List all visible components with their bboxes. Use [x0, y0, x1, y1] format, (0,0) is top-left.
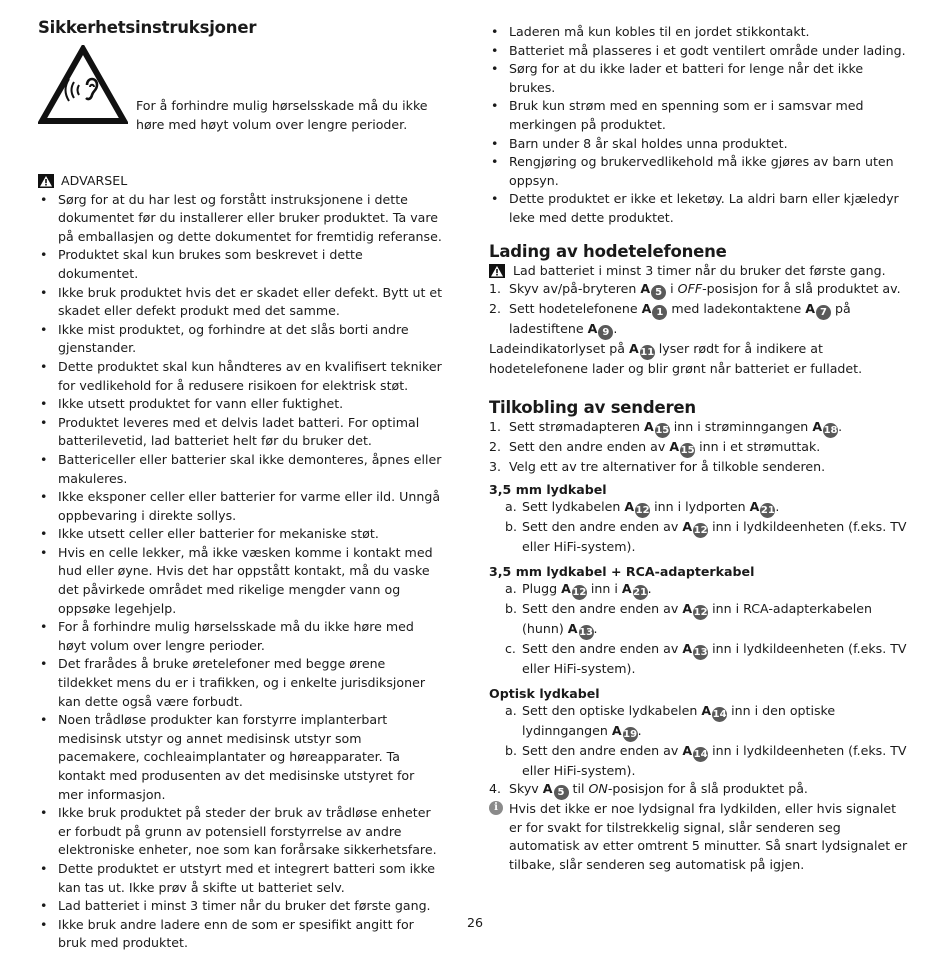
list-item: • Sørg for at du ikke lader et batteri for lenge når det ikke brukes.: [489, 60, 909, 97]
ref-letter: A: [682, 519, 693, 535]
list-item: • Det frarådes å bruke øretelefoner med begge ørene tildekket mens du er i trafikken, og i enkelte jurisdiksjoner kan dette også være forbudt.: [38, 655, 443, 711]
list-item: [489, 458, 909, 477]
step-text: inn i RCA-adapterkabelen (hunn): [522, 600, 872, 636]
hearing-warning-triangle-icon: [38, 45, 128, 125]
warning-triangle-icon: [38, 174, 54, 188]
charging-warning: [489, 262, 909, 281]
callout-number: 21: [760, 505, 775, 517]
ref-letter: A: [805, 301, 816, 317]
step-number: 2.: [489, 438, 502, 454]
charging-steps: [489, 280, 909, 340]
callout-number: 15: [655, 424, 670, 436]
step-text: inn i den optiske lydinngangen: [522, 702, 836, 738]
callout-number: 15: [680, 444, 695, 456]
step-text: Sett lydkabelen: [522, 499, 621, 515]
step-text: Velg ett av tre alternativer for å tilkoble senderen.: [509, 458, 826, 474]
list-item: • Barn under 8 år skal holdes unna produktet.: [489, 135, 909, 154]
ref-letter: A: [567, 620, 578, 636]
ref-letter: A: [621, 580, 632, 596]
option-steps: [489, 580, 909, 679]
callout-number: 12: [693, 606, 708, 618]
step-text: Sett den andre enden av: [522, 600, 679, 616]
list-item: a. Sett den optiske lydkabelen A 14 inn i den optiske lydinngangen A 19.: [505, 702, 836, 740]
step-letter: a.: [505, 499, 517, 515]
list-item: • Sørg for at du har lest og forstått instruksjonene i dette dokumentet før du installerer eller bruker produktet. Ta vare på emballasjen og dette dokumentet for fremtidig referanse.: [38, 191, 443, 247]
list-item: • Ikke bruk produktet på steder der bruk av trådløse enheter er forbudt på grunn av potensiell forstyrrelse av andre elektroniske enheter, noe som kan forårsake sikkerhetsfare.: [38, 804, 443, 860]
list-item: • Battericeller eller batterier skal ikke demonteres, åpnes eller makuleres.: [38, 451, 443, 488]
list-item: • Dette produktet skal kun håndteres av en kvalifisert tekniker for vedlikehold for å redusere risikoen for elektrisk støt.: [38, 358, 443, 395]
list-item: a. Plugg A 12 inn i A 21.: [505, 580, 652, 598]
option-heading: Optisk lydkabel: [489, 685, 600, 701]
charging-warning-text: Lad batteriet i minst 3 timer når du bruker det første gang.: [513, 262, 886, 278]
step-number: 4.: [489, 781, 502, 797]
step-letter: c.: [505, 640, 516, 656]
step-text: inn i lydkildeenheten (f.eks. TV eller HiFi-system).: [522, 742, 907, 778]
warning-label: ADVARSEL: [61, 173, 128, 188]
step-text: inn i lydkildeenheten (f.eks. TV eller HiFi-system).: [522, 640, 907, 676]
option-steps: [489, 702, 909, 781]
option-heading: 3,5 mm lydkabel + RCA-adapterkabel: [489, 563, 755, 579]
step-text: Sett strømadapteren: [509, 418, 641, 434]
step-letter: a.: [505, 580, 517, 596]
callout-number: 1: [652, 305, 667, 320]
ref-letter: A: [587, 321, 598, 337]
list-item: [489, 640, 909, 679]
step-number: 2.: [489, 301, 502, 317]
callout-number: 18: [823, 424, 838, 436]
step-text: Skyv av/på-bryteren: [509, 281, 637, 297]
step-text: -posisjon for å slå produktet av.: [702, 281, 901, 297]
step-text: Sett den andre enden av: [509, 438, 666, 454]
charger-safety-list: [489, 23, 909, 228]
step-letter: b.: [505, 742, 517, 758]
callout-number: 12: [572, 586, 587, 598]
info-note: [489, 800, 909, 874]
ref-letter: A: [749, 499, 760, 515]
step-text: Plugg: [522, 580, 558, 596]
callout-number: 12: [635, 505, 650, 517]
step-letter: b.: [505, 519, 517, 535]
step-number: 1.: [489, 418, 502, 434]
connect-steps: [489, 418, 909, 477]
list-item: • Produktet leveres med et delvis ladet batteri. For optimal batterilevetid, lad batteriet helt før du bruker det.: [38, 414, 443, 451]
step-number: 1.: [489, 281, 502, 297]
step-text: inn i: [590, 580, 618, 596]
ref-letter: A: [629, 341, 639, 357]
ref-letter: A: [624, 499, 635, 515]
ref-letter: A: [640, 281, 651, 297]
step-text: til: [572, 781, 585, 797]
list-item: • Bruk kun strøm med en spenning som er i samsvar med merkingen på produktet.: [489, 97, 909, 134]
step-text: inn i lydkildeenheten (f.eks. TV eller HiFi-system).: [522, 519, 907, 555]
callout-number: 7: [816, 305, 831, 320]
callout-number: 13: [693, 646, 708, 658]
list-item: • Batteriet må plasseres i et godt ventilert område under lading.: [489, 42, 909, 61]
step-text: -posisjon for å slå produktet på.: [607, 781, 808, 797]
callout-number: 21: [633, 586, 648, 598]
warning-list: [38, 191, 443, 953]
list-item: • Rengjøring og brukervedlikehold må ikke gjøres av barn uten oppsyn.: [489, 153, 909, 190]
hearing-warning-text: For å forhindre mulig hørselsskade må du ikke høre med høyt volum over lengre perioder.: [136, 98, 428, 132]
list-item: • For å forhindre mulig hørselsskade må du ikke høre med høyt volum over lengre perioder.: [38, 618, 443, 655]
step-text: på ladestiftene: [509, 301, 851, 337]
list-item: • Dette produktet er ikke et leketøy. La aldri barn eller kjæledyr leke med dette produktet.: [489, 190, 909, 227]
info-note-text: Hvis det ikke er noe lydsignal fra lydkilden, eller hvis signalet er for svakt for tilstrekkelig signal, slår senderen seg automatisk av etter omtrent 5 minutter. Så snart lydsignalet er tilbake, slår senderen seg automatisk på igjen.: [509, 801, 908, 872]
connect-title: Tilkobling av senderen: [489, 397, 696, 417]
hearing-warning-block: [38, 45, 443, 149]
list-item: [489, 742, 909, 781]
step-letter: a.: [505, 702, 517, 718]
list-item: [489, 780, 909, 800]
callout-number: 5: [651, 285, 666, 300]
indicator-text: lyser rødt for å indikere at hodetelefonene lader og blir grønt når batteriet er fulladet.: [489, 341, 863, 377]
step-text: med ladekontaktene: [671, 301, 802, 317]
list-item: • Lad batteriet i minst 3 timer når du bruker det første gang.: [38, 897, 443, 916]
list-item: • Laderen må kun kobles til en jordet stikkontakt.: [489, 23, 909, 42]
step-text: Sett den andre enden av: [522, 519, 679, 535]
step-text: inn i et strømuttak.: [699, 438, 821, 454]
ref-letter: A: [682, 742, 693, 758]
charging-title: Lading av hodetelefonene: [489, 241, 727, 261]
step-text: Sett den andre enden av: [522, 742, 679, 758]
list-item: • Produktet skal kun brukes som beskrevet i dette dokumentet.: [38, 246, 443, 283]
ref-letter: A: [644, 418, 654, 434]
safety-title: Sikkerhetsinstruksjoner: [38, 18, 257, 37]
step-text: Sett hodetelefonene: [509, 301, 638, 317]
step-text: Sett den optiske lydkabelen: [522, 702, 698, 718]
callout-number: 14: [712, 708, 727, 720]
ref-letter: A: [611, 722, 622, 738]
ref-letter: A: [542, 781, 553, 797]
connect-steps-final: [489, 780, 909, 800]
callout-number: 12: [693, 525, 708, 537]
list-item: 1. Sett strømadapteren A 15 inn i strøminngangen A 18.: [489, 418, 843, 436]
step-text: inn i strøminngangen: [673, 418, 809, 434]
list-item: [489, 280, 909, 300]
list-item: • Hvis en celle lekker, må ikke væsken komme i kontakt med hud eller øyne. Hvis det har oppstått kontakt, må du vaske det påvirkede området med rikelige mengder vann og oppsøke legehjelp.: [38, 544, 443, 618]
list-item: b. Sett den andre enden av A 12 inn i RCA-adapterkabelen (hunn) A 13.: [505, 600, 872, 638]
charging-indicator-text: [489, 340, 909, 379]
list-item: • Ikke bruk andre ladere enn de som er spesifikt angitt for bruk med produktet.: [38, 916, 443, 953]
left-column: [38, 18, 443, 953]
page-number: 26: [466, 915, 484, 930]
callout-number: 13: [579, 626, 593, 638]
list-item: • Ikke utsett celler eller batterier for mekaniske støt.: [38, 525, 443, 544]
step-text: Skyv: [509, 781, 539, 797]
list-item: • Ikke utsett produktet for vann eller fuktighet.: [38, 395, 443, 414]
step-number: 3.: [489, 458, 502, 474]
ref-letter: A: [701, 702, 712, 718]
info-icon: i: [489, 801, 503, 815]
warning-triangle-icon: [489, 264, 505, 278]
callout-number: 19: [623, 728, 638, 740]
indicator-text: Ladeindikatorlyset på: [489, 341, 625, 357]
option-steps: [489, 498, 909, 557]
ref-letter: A: [812, 418, 823, 434]
ref-letter: A: [561, 580, 571, 596]
callout-number: 14: [693, 748, 708, 760]
list-item: • Ikke bruk produktet hvis det er skadet eller defekt. Bytt ut et skadet eller defekt produkt med det samme.: [38, 284, 443, 321]
step-text: Sett den andre enden av: [522, 640, 679, 656]
right-column: [489, 23, 909, 874]
ref-letter: A: [641, 301, 652, 317]
option-heading: 3,5 mm lydkabel: [489, 482, 607, 498]
list-item: • Ikke mist produktet, og forhindre at det slås borti andre gjenstander.: [38, 321, 443, 358]
step-text: inn i lydporten: [654, 499, 746, 515]
ref-letter: A: [682, 600, 693, 616]
callout-number: 5: [554, 785, 569, 800]
list-item: 2. Sett hodetelefonene A 1 med ladekontaktene A 7 på ladestiftene A 9 .: [489, 301, 851, 339]
step-letter: b.: [505, 600, 517, 616]
ref-letter: A: [682, 640, 693, 656]
list-item: [489, 438, 909, 458]
step-text: i: [670, 281, 674, 297]
callout-number: 11: [640, 347, 655, 359]
callout-number: 9: [598, 325, 613, 340]
list-item: [489, 518, 909, 557]
list-item: • Noen trådløse produkter kan forstyrre implanterbart medisinsk utstyr og annet medisinsk utstyr som pacemakere, cochleaimplantater og høreapparater. Ta kontakt med produsenten av det medisinske utstyret for mer informasjon.: [38, 711, 443, 804]
warning-heading: [38, 172, 443, 191]
ref-letter: A: [669, 438, 680, 454]
list-item: a. Sett lydkabelen A 12 inn i lydporten A 21.: [505, 499, 780, 517]
list-item: • Ikke eksponer celler eller batterier for varme eller ild. Unngå oppbevaring i direkte sollys.: [38, 488, 443, 525]
off-label: OFF: [677, 281, 703, 297]
on-label: ON: [588, 781, 608, 797]
list-item: • Dette produktet er utstyrt med et integrert batteri som ikke kan tas ut. Ikke prøv å skifte ut batteriet selv.: [38, 860, 443, 897]
